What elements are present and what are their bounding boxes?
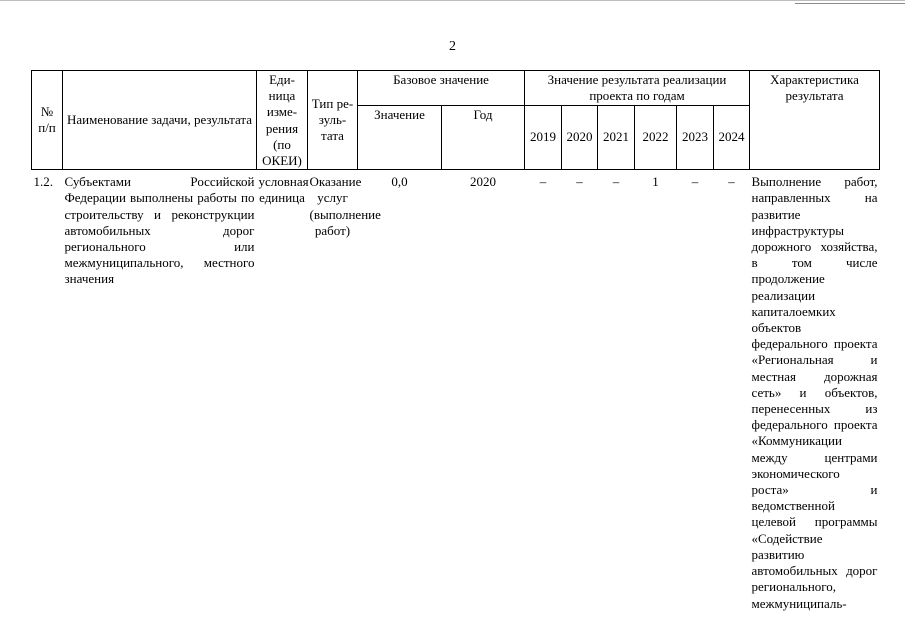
scan-top-edge [0, 0, 905, 1]
header-base-year: Год [442, 105, 525, 170]
header-base-group: Базовое значение [358, 71, 525, 106]
header-years-group: Значение результата реализации проекта по годам [525, 71, 750, 106]
page-number: 2 [449, 39, 456, 54]
scan-top-edge-mark [795, 3, 905, 4]
results-table [31, 70, 880, 630]
header-year-2022: 2022 [635, 105, 677, 170]
row-num: 1.2. [33, 174, 53, 190]
header-base-value: Значение [358, 105, 442, 170]
header-characteristic: Характеристика результата [750, 71, 880, 170]
header-name: Наименование задачи, результата [63, 71, 257, 170]
header-num: № п/п [32, 71, 63, 170]
header-type: Тип ре- зуль- тата [308, 71, 358, 170]
row-name: Субъектами Российской Федерации выполнены работы по строительству и реконструкции автомобильных дорог регионального или межмуниципального, местного значения [64, 174, 255, 287]
row-characteristic: Выполнение работ, направленных на развитие инфраструктуры дорожного хозяйства, в том числе продолжение реализации капиталоемких объектов федерального проекта «Региональная и местная дорожная сеть» и объектов, перенесенных из федерального проекта «Коммуникации между центрами экономического роста» и ведомственной целевой программы «Содействие развитию автомобильных дорог регионального, межмуниципаль- [751, 174, 878, 611]
table-row [32, 170, 880, 630]
row-unit: условная единица [258, 174, 309, 206]
row-year-2019: – [539, 174, 547, 190]
row-year-2023: – [691, 174, 699, 190]
row-base-year: 2020 [470, 174, 496, 190]
header-year-2021: 2021 [598, 105, 635, 170]
row-type: Оказание услуг (выполнение работ) [309, 174, 381, 238]
header-unit: Еди- ница изме- рения (по ОКЕИ) [257, 71, 308, 170]
row-year-2024: – [728, 174, 735, 190]
header-year-2024: 2024 [714, 105, 750, 170]
row-year-2020: – [576, 174, 583, 190]
header-year-2019: 2019 [525, 105, 562, 170]
header-year-2023: 2023 [677, 105, 714, 170]
row-year-2022: 1 [652, 174, 659, 190]
header-year-2020: 2020 [562, 105, 598, 170]
row-year-2021: – [612, 174, 620, 190]
row-base-value: 0,0 [391, 174, 408, 190]
